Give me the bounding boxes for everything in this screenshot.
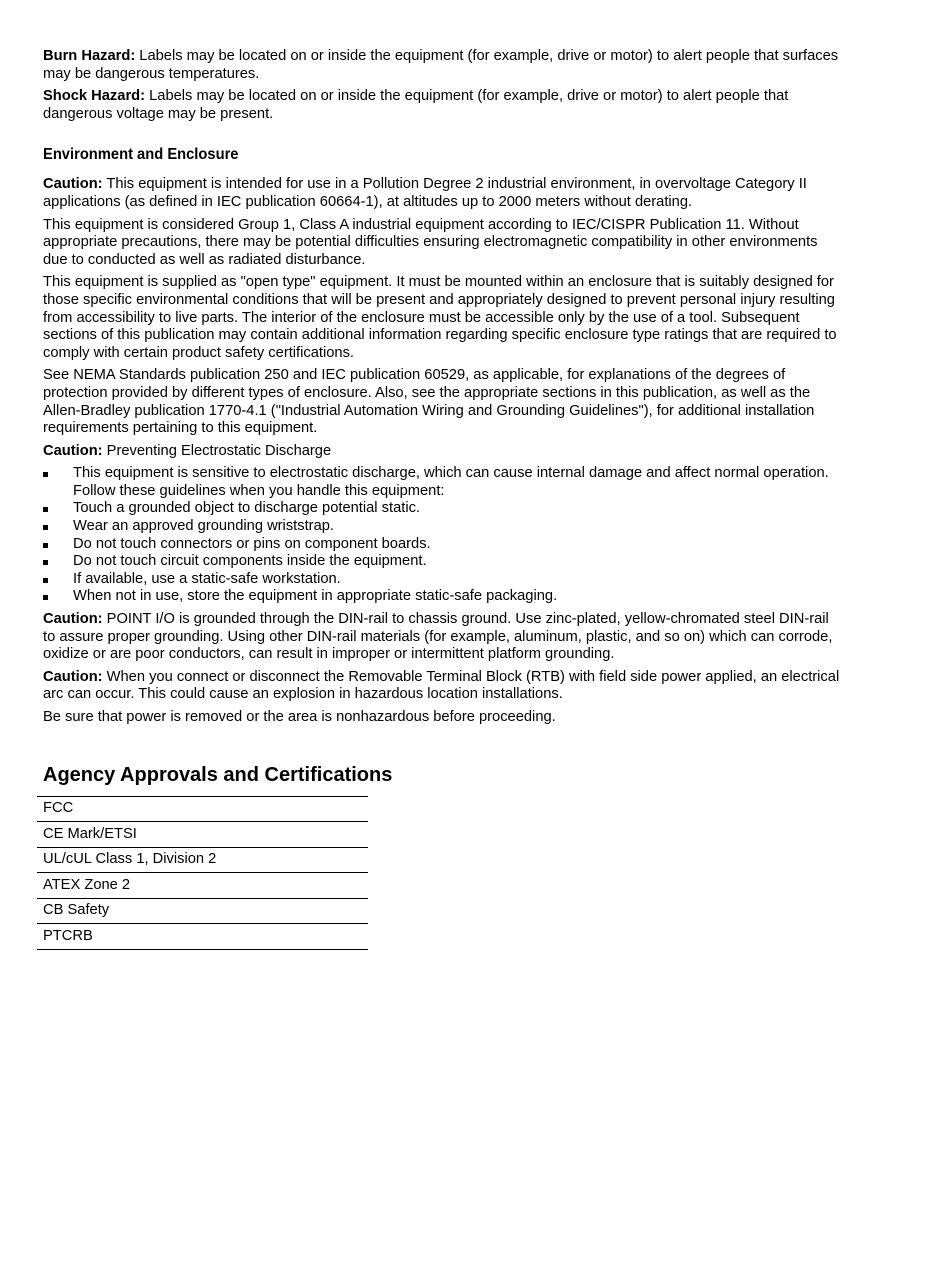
- caution-rtb-text: When you connect or disconnect the Removable Terminal Block (RTB) with field side power applied, an electrical arc can occur. This could cause an explosion in hazardous location installations.: [43, 668, 840, 703]
- list-item-text: If available, use a static-safe workstation.: [73, 570, 341, 587]
- burn-hazard-text: Labels may be located on or inside the equipment (for example, drive or motor) to alert people that surfaces may be dangerous temperatures.: [43, 48, 839, 82]
- caution-label: Caution:: [43, 442, 103, 459]
- caution-din-text: POINT I/O is grounded through the DIN-rail to chassis ground. Use zinc-plated, yellow-chromated steel DIN-rail to assure proper grounding. Using other DIN-rail materials (for example, aluminum, plastic, and so on) which can corrode, oxidize or are poor conductors, can result in improper or intermittent platform grounding.: [43, 611, 833, 663]
- list-item: [43, 553, 843, 571]
- table-row: [37, 822, 368, 848]
- table-row: [37, 898, 368, 924]
- list-item-text: When not in use, store the equipment in appropriate static-safe packaging.: [73, 588, 558, 605]
- group1-paragraph: This equipment is considered Group 1, Class A industrial equipment according to IEC/CISPR Publication 11. Without appropriate precautions, there may be potential difficulties ensuring electromagnetic compatibility in other environments due to conducted as well as radiated disturbance.: [43, 216, 818, 268]
- environment-heading: Environment and Enclosure: [43, 146, 239, 164]
- table-row: [37, 924, 368, 950]
- table-cell: CE Mark/ETSI: [37, 822, 368, 848]
- square-bullet-icon: [43, 507, 48, 512]
- table-cell: CB Safety: [37, 898, 368, 924]
- caution-label: Caution:: [43, 611, 103, 628]
- caution-label: Caution:: [43, 668, 103, 685]
- certifications-table: [37, 796, 368, 950]
- power-removed-paragraph: Be sure that power is removed or the area is nonhazardous before proceeding.: [43, 709, 556, 725]
- list-item-text: Wear an approved grounding wriststrap.: [73, 518, 334, 535]
- list-item-text: Do not touch circuit components inside the equipment.: [73, 553, 427, 570]
- caution-rtb-paragraph: [43, 669, 843, 704]
- shock-hazard-paragraph: [43, 88, 843, 123]
- caution-din-paragraph: [43, 611, 843, 664]
- square-bullet-icon: [43, 525, 48, 530]
- table-row: [37, 847, 368, 873]
- burn-hazard-paragraph: [43, 48, 843, 83]
- square-bullet-icon: [43, 595, 48, 600]
- document-page: [43, 48, 843, 950]
- square-bullet-icon: [43, 543, 48, 548]
- list-item: [43, 500, 843, 518]
- table-row: [37, 873, 368, 899]
- caution-label: Caution:: [43, 176, 103, 193]
- esd-guidelines-list: [43, 465, 843, 606]
- table-cell: UL/cUL Class 1, Division 2: [37, 847, 368, 873]
- list-item-text: This equipment is sensitive to electrostatic discharge, which can cause internal damage and affect normal operation. Follow these guidelines when you handle this equipment:: [73, 465, 829, 499]
- list-item-text: Do not touch connectors or pins on component boards.: [73, 535, 431, 552]
- table-cell: ATEX Zone 2: [37, 873, 368, 899]
- list-item: [43, 588, 843, 606]
- list-item: [43, 518, 843, 536]
- burn-hazard-label: Burn Hazard:: [43, 48, 136, 64]
- table-cell: FCC: [37, 796, 368, 822]
- list-item-text: Touch a grounded object to discharge potential static.: [73, 500, 421, 517]
- caution-esd-text: Preventing Electrostatic Discharge: [102, 442, 332, 459]
- list-item: [43, 465, 843, 500]
- list-item: [43, 536, 843, 554]
- caution-pollution-paragraph: [43, 176, 843, 211]
- table-row: [37, 796, 368, 822]
- nema-paragraph: See NEMA Standards publication 250 and IEC publication 60529, as applicable, for explanations of the degrees of protection provided by different types of enclosure. Also, see the appropriate sections in this publication, as well as the Allen-Bradley publication 1770-4.1 ("Industrial Automation Wiring and Grounding Guidelines"), for additional installation requirements pertaining to this equipment.: [43, 367, 815, 437]
- list-item: [43, 571, 843, 589]
- shock-hazard-text: Labels may be located on or inside the equipment (for example, drive or motor) to alert people that dangerous voltage may be present.: [43, 88, 789, 122]
- caution-esd-paragraph: [43, 443, 843, 461]
- table-cell: PTCRB: [37, 924, 368, 950]
- square-bullet-icon: [43, 472, 48, 477]
- open-type-paragraph: This equipment is supplied as "open type" equipment. It must be mounted within an enclosure that is suitably designed for those specific environmental conditions that will be present and appropriately designed to prevent personal injury resulting from accessibility to live parts. The interior of the enclosure must be accessible only by the use of a tool. Subsequent sections of this publication may contain additional information regarding specific enclosure type ratings that are required to comply with certain product safety certifications.: [43, 274, 837, 361]
- square-bullet-icon: [43, 560, 48, 565]
- caution-pollution-text: This equipment is intended for use in a Pollution Degree 2 industrial environment, in overvoltage Category II applications (as defined in IEC publication 60664-1), at altitudes up to 2000 meters without derating.: [43, 176, 807, 210]
- square-bullet-icon: [43, 578, 48, 583]
- approvals-heading: Agency Approvals and Certifications: [43, 763, 393, 786]
- shock-hazard-label: Shock Hazard:: [43, 88, 146, 105]
